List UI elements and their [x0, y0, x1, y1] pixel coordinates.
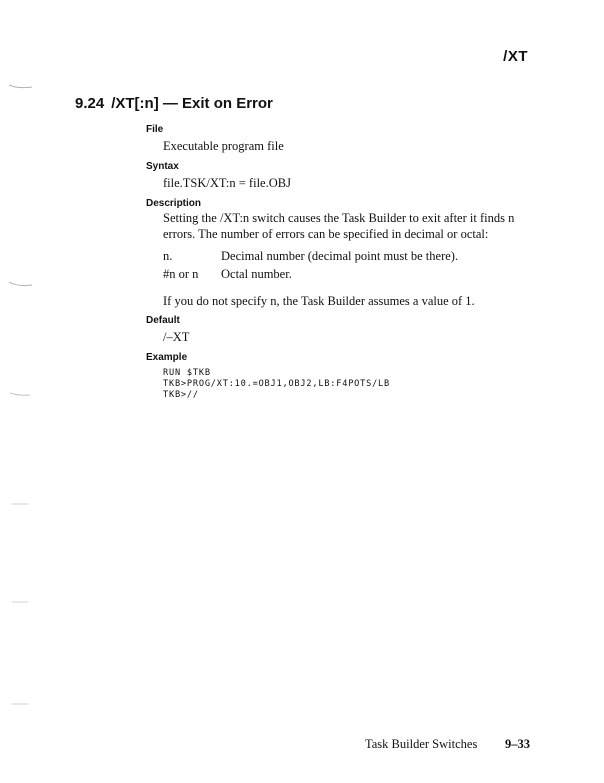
code-line: RUN $TKB	[163, 368, 211, 378]
default-heading: Default	[146, 315, 180, 326]
option-value: Octal number.	[221, 267, 292, 281]
file-heading: File	[146, 124, 164, 135]
description-heading: Description	[146, 198, 202, 209]
syntax-heading: Syntax	[146, 161, 179, 172]
code-line: TKB>//	[163, 390, 199, 400]
margin-scan-mark	[8, 390, 34, 398]
description-text: Setting the /XT:n switch causes the Task Builder to exit after it finds n errors. The number of errors can be specified in decimal or octal:	[163, 211, 515, 241]
margin-scan-mark	[8, 500, 34, 508]
syntax-text: file.TSK/XT:n = file.OBJ	[163, 176, 291, 190]
margin-scan-mark	[8, 280, 34, 288]
margin-scan-mark	[8, 598, 34, 606]
page-number: 9–33	[505, 737, 530, 751]
section-title-text: /XT[:n] — Exit on Error	[111, 95, 273, 112]
default-text: /–XT	[163, 330, 190, 344]
running-head: /XT	[503, 48, 528, 65]
option-key: #n or n	[163, 267, 199, 281]
margin-scan-mark	[8, 700, 34, 708]
section-number: 9.24	[75, 95, 105, 112]
option-key: n.	[163, 249, 173, 263]
file-text: Executable program file	[163, 139, 284, 153]
margin-scan-mark	[8, 82, 34, 90]
example-heading: Example	[146, 352, 188, 363]
section-title	[75, 95, 273, 112]
description-note: If you do not specify n, the Task Builder assumes a value of 1.	[163, 294, 475, 308]
option-value: Decimal number (decimal point must be there).	[221, 249, 459, 263]
code-line: TKB>PROG/XT:10.=OBJ1,OBJ2,LB:F4POTS/LB	[163, 379, 391, 389]
footer-label: Task Builder Switches	[365, 737, 478, 751]
